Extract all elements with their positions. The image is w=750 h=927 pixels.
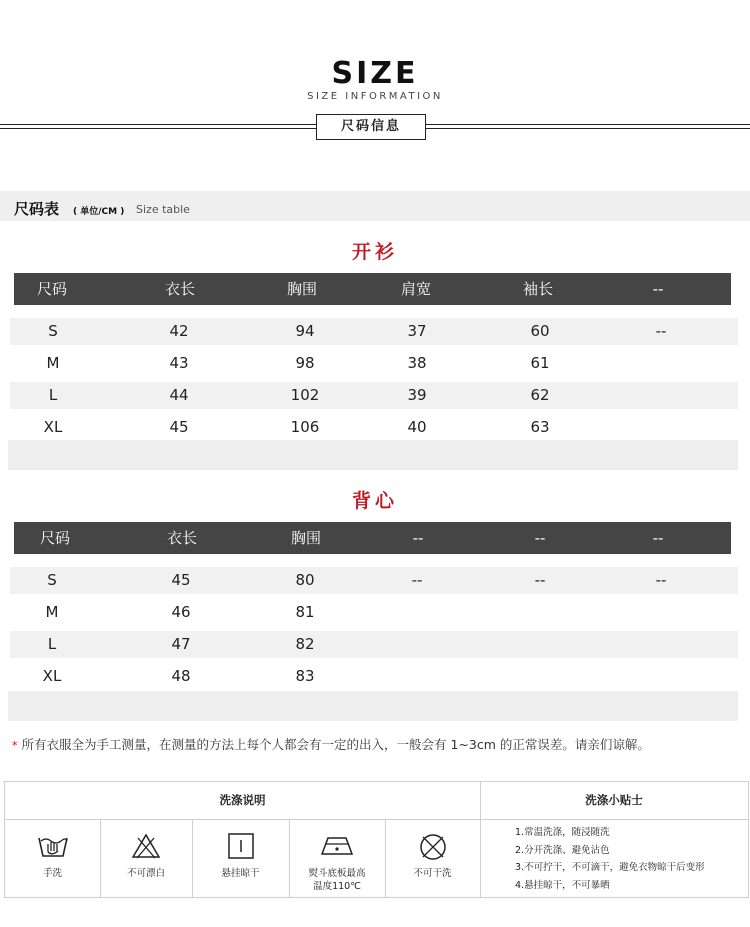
table-row: [10, 414, 738, 441]
table-cell: XL: [42, 667, 62, 685]
table-cell: [490, 631, 590, 658]
size-title: SIZE: [331, 56, 419, 91]
table-footer: [8, 691, 738, 721]
table-cell: --: [655, 571, 667, 589]
table-cell: [490, 599, 590, 626]
column-header: 胸围: [286, 280, 317, 298]
vest-header-row: [14, 522, 731, 554]
care-divider: [480, 782, 481, 897]
table-cell: 46: [171, 603, 191, 621]
table-cell: 98: [295, 354, 315, 372]
table-cell: 106: [290, 418, 320, 436]
vest-title: 背心: [351, 490, 398, 512]
size-table-title: 尺码表: [14, 200, 60, 218]
size-table-unit: ( 单位/CM ): [73, 207, 125, 217]
table-row: [10, 350, 738, 377]
care-tips-title: 洗涤小贴士: [585, 793, 643, 807]
no-tumble-dry-icon: [418, 832, 448, 862]
table-cell: XL: [43, 418, 63, 436]
table-row: [10, 567, 738, 594]
table-cell: 60: [530, 322, 550, 340]
table-cell: 37: [407, 322, 427, 340]
care-table: [4, 781, 749, 898]
care-item: [100, 820, 192, 897]
no-bleach-icon: [131, 832, 161, 860]
column-header: 尺码: [36, 280, 67, 298]
column-header: 胸围: [290, 529, 321, 547]
table-cell: 47: [171, 635, 191, 653]
care-instructions-title: 洗涤说明: [219, 793, 266, 807]
table-row: [10, 599, 738, 626]
care-item: [385, 820, 480, 897]
table-cell: 62: [530, 386, 550, 404]
table-cell: 83: [295, 667, 315, 685]
table-cell: [611, 382, 711, 409]
table-cell: 80: [295, 571, 315, 589]
care-tip: 3.不可拧干，不可滴干，避免衣物晾干后变形: [515, 862, 705, 873]
table-row: [10, 663, 738, 690]
column-header: --: [534, 529, 546, 547]
column-header: --: [652, 280, 664, 298]
table-footer: [8, 440, 738, 470]
table-cell: --: [534, 571, 546, 589]
table-cell: 39: [407, 386, 427, 404]
column-header: --: [412, 529, 424, 547]
table-cell: 94: [295, 322, 315, 340]
table-cell: --: [655, 322, 667, 340]
table-cell: [611, 631, 711, 658]
table-cell: 45: [169, 418, 189, 436]
table-cell: [490, 663, 590, 690]
cardigan-header-row: [14, 273, 731, 305]
table-cell: 44: [169, 386, 189, 404]
column-header: --: [652, 529, 664, 547]
size-info-label: 尺码信息: [316, 114, 426, 140]
table-cell: 63: [530, 418, 550, 436]
table-cell: 48: [171, 667, 191, 685]
table-cell: L: [47, 635, 57, 653]
table-cell: M: [45, 603, 59, 621]
table-cell: --: [411, 571, 423, 589]
care-tip: 4.悬挂晾干，不可暴晒: [515, 879, 610, 891]
table-cell: L: [48, 386, 58, 404]
care-tip: 1.常温洗涤，随浸随洗: [515, 827, 610, 838]
care-tip: 2.分开洗涤、避免沾色: [515, 844, 610, 856]
hang-dry-icon: [227, 832, 255, 860]
table-row: [10, 318, 738, 345]
table-cell: [367, 631, 467, 658]
table-cell: 43: [169, 354, 189, 372]
table-cell: 102: [290, 386, 320, 404]
table-cell: 81: [295, 603, 315, 621]
table-cell: 42: [169, 322, 189, 340]
table-cell: 38: [407, 354, 427, 372]
column-header: 衣长: [164, 280, 195, 298]
table-cell: 61: [530, 354, 550, 372]
table-cell: S: [48, 322, 58, 340]
care-item: [192, 820, 289, 897]
table-cell: [611, 663, 711, 690]
table-row: [10, 382, 738, 409]
care-label: 不可干洗: [413, 868, 452, 879]
table-cell: [367, 599, 467, 626]
table-cell: [611, 599, 711, 626]
table-cell: 40: [407, 418, 427, 436]
note-text: 所有衣服全为手工测量，在测量的方法上每个人都会有一定的出入，一般会有 1~3cm 的正常误差。请亲们谅解。: [21, 737, 650, 752]
table-cell: 82: [295, 635, 315, 653]
table-cell: [611, 350, 711, 377]
measurement-note: [12, 735, 650, 753]
table-row: [10, 631, 738, 658]
cardigan-title: 开衫: [351, 241, 398, 263]
table-cell: [611, 414, 711, 441]
size-table-english: Size table: [136, 203, 190, 216]
care-label: 不可漂白: [126, 868, 165, 879]
column-header: 衣长: [166, 529, 197, 547]
care-item: [289, 820, 385, 897]
table-cell: [367, 663, 467, 690]
iron-icon: [320, 832, 354, 858]
care-label: 熨斗底板最高 温度110℃: [308, 868, 366, 892]
table-cell: 45: [171, 571, 191, 589]
size-subtitle: SIZE INFORMATION: [307, 91, 443, 102]
hand-wash-icon: [37, 832, 69, 860]
column-header: 尺码: [39, 529, 70, 547]
care-tips: [515, 824, 705, 894]
care-item: [5, 820, 100, 897]
table-cell: M: [46, 354, 60, 372]
note-star: *: [12, 739, 18, 752]
care-label: 悬挂晾干: [221, 868, 260, 879]
table-cell: S: [47, 571, 57, 589]
column-header: 肩宽: [400, 280, 431, 298]
care-label: 手洗: [42, 868, 62, 879]
column-header: 袖长: [522, 280, 553, 298]
